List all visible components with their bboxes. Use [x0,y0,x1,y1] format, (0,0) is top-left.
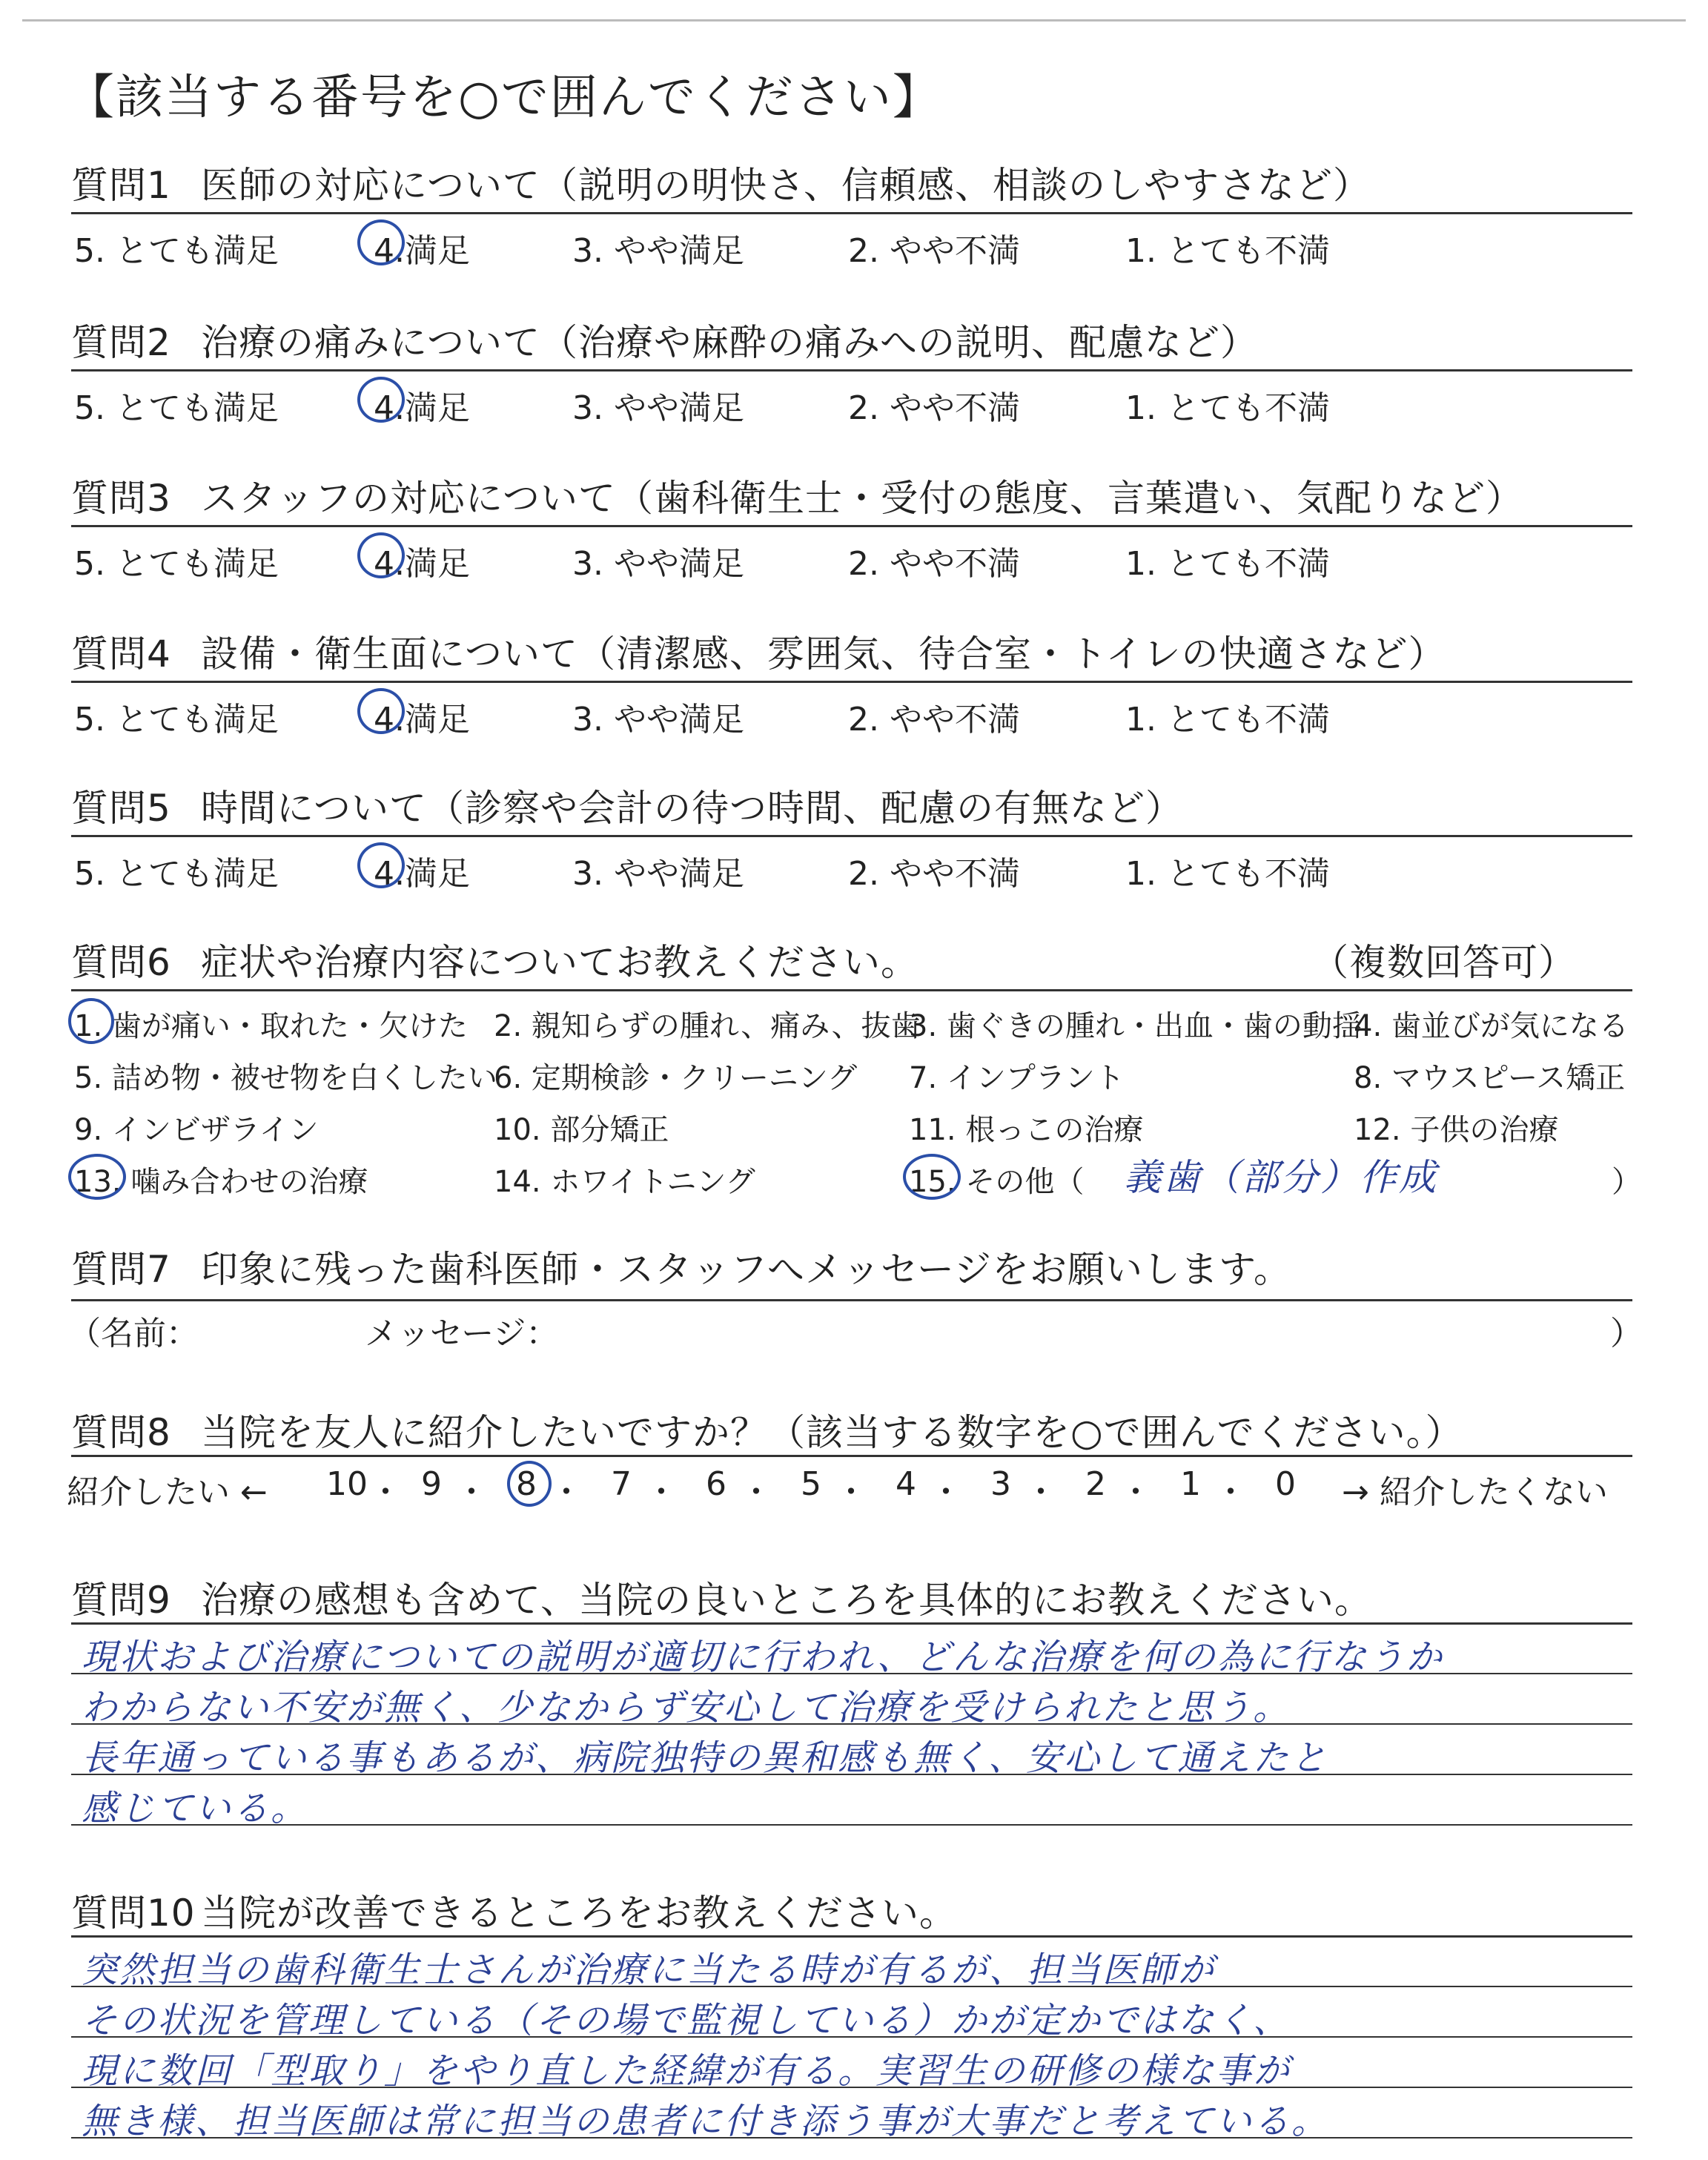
question-5-rule [71,835,1632,837]
question-8 [71,1403,1628,1456]
symptom-option-3[interactable]: 3. 歯ぐきの腫れ・出血・歯の動揺 [909,1009,1362,1043]
question-4-number: 質問4 [71,633,171,676]
question-3-rule [71,525,1632,527]
rating-option-4[interactable]: 4.満足 [374,389,470,427]
rating-option-5[interactable]: 5. とても満足 [74,855,279,893]
referral-score-4[interactable]: 4 [896,1465,916,1503]
question-1-title [71,156,1628,209]
question-10-number: 質問10 [71,1892,196,1935]
symptom-option-9[interactable]: 9. インビザライン [74,1113,319,1147]
question-4-rule [71,681,1632,683]
rating-option-2[interactable]: 2. やや不満 [848,389,1020,427]
scale-separator: ・ [455,1473,488,1511]
scale-separator: ・ [1119,1473,1152,1511]
question-6-note: （複数回答可） [1311,941,1576,984]
selection-circle [68,998,114,1044]
question-4 [71,624,1628,678]
question-3 [71,469,1628,522]
question-1-rule [71,212,1632,214]
question-10 [71,1883,1628,1937]
referral-score-5[interactable]: 5 [801,1465,821,1503]
rating-option-3[interactable]: 3. やや満足 [572,855,744,893]
question-2 [71,313,1628,366]
rating-option-3[interactable]: 3. やや満足 [572,701,744,739]
rating-option-2[interactable]: 2. やや不満 [848,545,1020,583]
symptom-option-4[interactable]: 4. 歯並びが気になる [1354,1009,1629,1043]
question-5-number: 質問5 [71,787,171,830]
scale-separator: ・ [740,1473,772,1511]
selection-circle [68,1154,126,1200]
referral-score-2[interactable]: 2 [1085,1465,1106,1503]
question-4-text: 設備・衛生面について（清潔感、雰囲気、待合室・トイレの快適さなど） [201,633,1446,676]
question-9 [71,1571,1628,1624]
q9-answer-line-2: わからない不安が無く、少なからず安心して治療を受けられたと思う。 [82,1687,1291,1728]
referral-left-label: 紹介したい ← [67,1473,268,1511]
rating-option-5[interactable]: 5. とても満足 [74,701,279,739]
question-5-title [71,779,1628,832]
rating-option-4[interactable]: 4.満足 [374,545,470,583]
top-border [22,19,1686,22]
referral-right-label: → 紹介したくない [1342,1473,1608,1511]
rating-option-3[interactable]: 3. やや満足 [572,389,744,427]
selection-circle [357,842,405,888]
question-6-rule [71,989,1632,991]
question-1-text: 医師の対応について（説明の明快さ、信頼感、相談のしやすさなど） [201,164,1371,207]
question-3-title [71,469,1628,522]
rating-option-3[interactable]: 3. やや満足 [572,545,744,583]
question-5-text: 時間について（診察や会計の待つ時間、配慮の有無など） [201,787,1183,830]
selection-circle [357,532,405,578]
rating-option-3[interactable]: 3. やや満足 [572,232,744,270]
question-2-text: 治療の痛みについて（治療や麻酔の痛みへの説明、配慮など） [201,321,1258,364]
scale-separator: ・ [550,1473,583,1511]
symptom-option-7[interactable]: 7. インプラント [909,1061,1125,1095]
selection-circle [357,219,405,265]
referral-score-0[interactable]: 0 [1275,1465,1296,1503]
symptom-option-15[interactable]: 15. その他（ [909,1165,1085,1199]
question-4-title [71,624,1628,678]
question-2-options [74,381,1631,426]
q10-answer-line-3: 現に数回「型取り」をやり直した経緯が有る。実習生の研修の様な事が [82,2050,1292,2092]
question-6-number: 質問6 [71,941,171,984]
symptom-option-13[interactable]: 13. 噛み合わせの治療 [74,1165,368,1199]
question-5-options [74,847,1631,891]
referral-score-6[interactable]: 6 [706,1465,726,1503]
question-10-text: 当院が改善できるところをお教えください。 [201,1892,957,1935]
question-2-rule [71,369,1632,371]
q9-answer-rule [71,1622,1632,1625]
referral-score-3[interactable]: 3 [990,1465,1011,1503]
rating-option-4[interactable]: 4.満足 [374,701,470,739]
rating-option-2[interactable]: 2. やや不満 [848,701,1020,739]
symptom-option-8[interactable]: 8. マウスピース矯正 [1354,1061,1626,1095]
rating-option-2[interactable]: 2. やや不満 [848,232,1020,270]
question-7-text: 印象に残った歯科医師・スタッフへメッセージをお願いします。 [201,1248,1291,1291]
message-label: メッセージ： [365,1315,559,1353]
symptom-option-6[interactable]: 6. 定期検診・クリーニング [494,1061,858,1095]
rating-option-4[interactable]: 4.満足 [374,232,470,270]
other-handwritten-answer: 義歯（部分）作成 [1124,1156,1438,1199]
question-8-text: 当院を友人に紹介したいですか？（該当する数字を○で囲んでください。） [201,1411,1463,1454]
scale-separator: ・ [835,1473,867,1511]
question-8-number: 質問8 [71,1411,171,1454]
page-heading: 【該当する番号を○で囲んでください】 [67,70,941,125]
referral-score-1[interactable]: 1 [1180,1465,1201,1503]
question-2-title [71,313,1628,366]
q10-answer-line-4: 無き様、担当医師は常に担当の患者に付き添う事が大事だと考えている。 [82,2101,1330,2142]
question-7-number: 質問7 [71,1248,171,1291]
symptom-option-11[interactable]: 11. 根っこの治療 [909,1113,1144,1147]
rating-option-1[interactable]: 1. とても不満 [1125,855,1330,893]
q9-answer-line-1: 現状および治療についての説明が適切に行われ、どんな治療を何の為に行なうか [82,1636,1444,1678]
question-3-options [74,537,1631,581]
selection-circle [357,377,405,423]
question-6-text: 症状や治療内容についてお教えください。 [201,941,918,984]
symptom-option-12[interactable]: 12. 子供の治療 [1354,1113,1559,1147]
scale-separator: ・ [369,1473,402,1511]
rating-option-2[interactable]: 2. やや不満 [848,855,1020,893]
other-close-paren: ） [1612,1165,1641,1199]
rating-option-1[interactable]: 1. とても不満 [1125,545,1330,583]
question-7-fields [68,1307,1643,1353]
q9-answer-line-3: 長年通っている事もあるが、病院独特の異和感も無く、安心して通えたと [82,1737,1329,1779]
rating-option-5[interactable]: 5. とても満足 [74,389,279,427]
selection-circle [507,1461,552,1507]
question-8-rule [71,1455,1632,1457]
question-4-options [74,693,1631,737]
scale-separator: ・ [1025,1473,1057,1511]
rating-option-5[interactable]: 5. とても満足 [74,232,279,270]
rating-option-1[interactable]: 1. とても不満 [1125,389,1330,427]
question-1-number: 質問1 [71,164,171,207]
scale-separator: ・ [930,1473,962,1511]
q10-answer-line-2: その状況を管理している（その場で監視している）かが定かではなく、 [82,2000,1291,2041]
message-close-paren: ） [1610,1315,1643,1353]
symptom-option-5[interactable]: 5. 詰め物・被せ物を白くしたい [74,1061,497,1095]
question-3-number: 質問3 [71,477,171,520]
referral-score-8[interactable]: 8 [516,1465,537,1503]
q9-answer-line-4: 感じている。 [82,1788,309,1829]
referral-score-7[interactable]: 7 [611,1465,632,1503]
rating-option-5[interactable]: 5. とても満足 [74,545,279,583]
symptom-option-10[interactable]: 10. 部分矯正 [494,1113,669,1147]
question-3-text: スタッフの対応について（歯科衛生士・受付の態度、言葉遣い、気配りなど） [201,477,1523,520]
q10-answer-line-1: 突然担当の歯科衛生士さんが治療に当たる時が有るが、担当医師が [82,1949,1217,1991]
symptom-option-2[interactable]: 2. 親知らずの腫れ、痛み、抜歯 [494,1009,921,1043]
question-1-options [74,224,1631,268]
q10-answer-rule [71,1935,1632,1938]
selection-circle [357,688,405,734]
question-7-rule [71,1299,1632,1301]
symptom-option-1[interactable]: 1. 歯が痛い・取れた・欠けた [74,1009,468,1043]
question-1 [71,156,1628,209]
scale-separator: ・ [645,1473,678,1511]
referral-score-9[interactable]: 9 [421,1465,442,1503]
question-7 [71,1240,1628,1293]
rating-option-1[interactable]: 1. とても不満 [1125,701,1330,739]
question-5 [71,779,1628,832]
rating-option-4[interactable]: 4.満足 [374,855,470,893]
question-2-number: 質問2 [71,321,171,364]
selection-circle [903,1154,961,1200]
referral-score-10[interactable]: 10 [326,1465,368,1503]
question-6 [71,933,1628,986]
scale-separator: ・ [1214,1473,1247,1511]
symptom-option-14[interactable]: 14. ホワイトニング [494,1165,755,1199]
question-9-text: 治療の感想も含めて、当院の良いところを具体的にお教えください。 [201,1579,1372,1622]
name-label: （名前： [68,1315,199,1353]
question-6-title [71,933,1628,986]
question-9-number: 質問9 [71,1579,171,1622]
rating-option-1[interactable]: 1. とても不満 [1125,232,1330,270]
